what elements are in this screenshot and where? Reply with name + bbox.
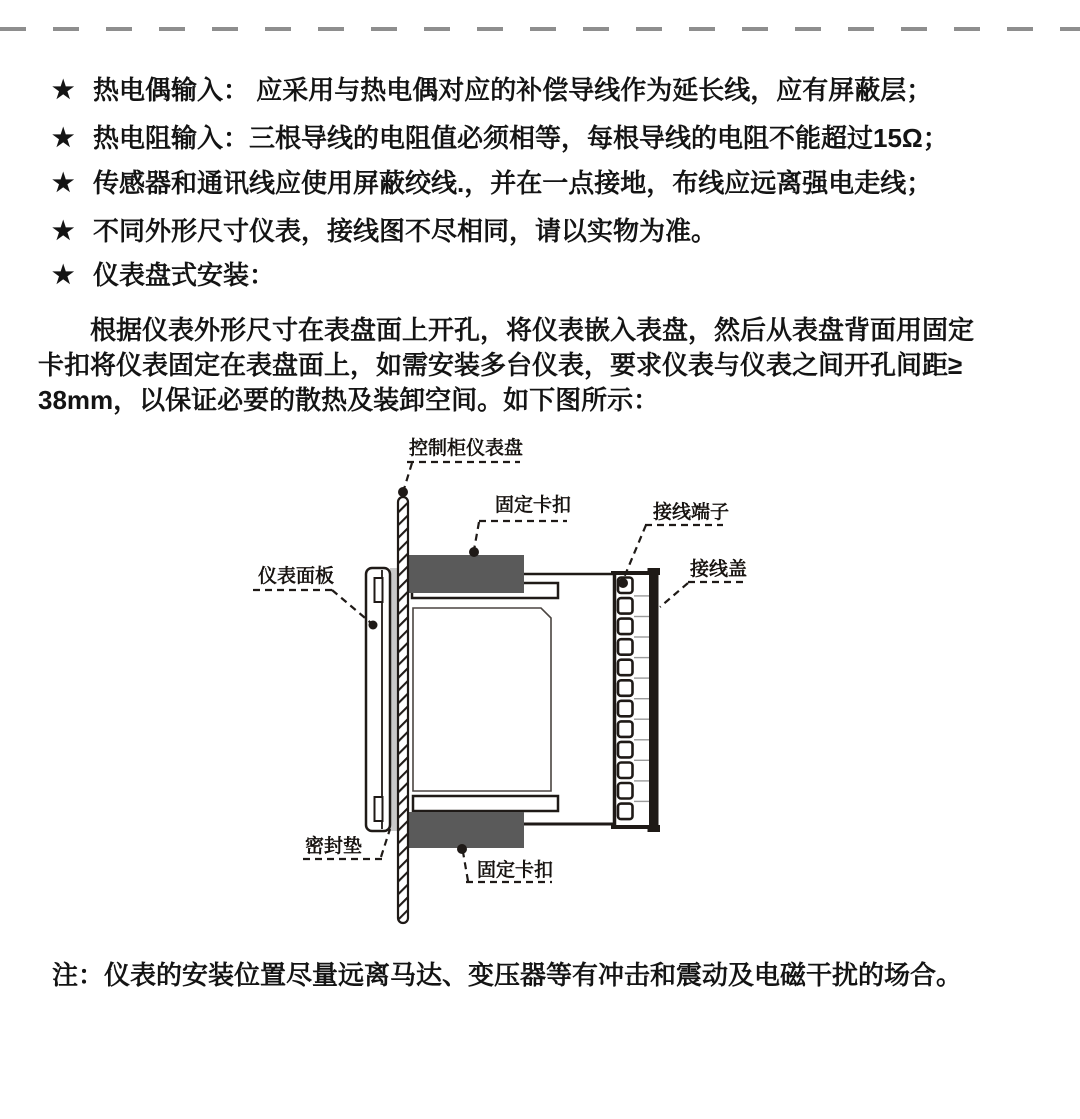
paragraph-line: 根据仪表外形尺寸在表盘面上开孔，将仪表嵌入表盘，然后从表盘背面用固定 — [90, 315, 975, 345]
bullet-text: 不同外形尺寸仪表，接线图不尽相同，请以实物为准。 — [93, 216, 718, 246]
bullet-thermocouple — [52, 75, 932, 105]
top-dashed-separator — [0, 27, 1080, 31]
svg-text:密封垫: 密封垫 — [305, 836, 363, 857]
label-sealing-gasket — [303, 829, 390, 859]
bottom-clip-slot — [413, 796, 558, 811]
svg-text:固定卡扣: 固定卡扣 — [495, 495, 572, 516]
instrument-body — [413, 608, 551, 791]
label-fixing-clip-bottom — [457, 844, 553, 882]
label-cabinet-panel — [398, 436, 523, 497]
terminal-screws — [618, 578, 633, 820]
bullet-text: 传感器和通讯线应使用屏蔽绞线.，并在一点接地，布线应远离强电走线； — [93, 168, 933, 198]
leader-dot — [618, 578, 628, 588]
paragraph-line: 卡扣将仪表固定在表盘面上，如需安装多台仪表，要求仪表与仪表之间开孔间距≥ — [38, 350, 963, 380]
star-icon: ★ — [52, 217, 75, 245]
front-bezel — [366, 568, 390, 831]
terminal-block — [611, 571, 650, 829]
svg-text:接线盖: 接线盖 — [690, 559, 748, 580]
leader-dot — [457, 844, 467, 854]
terminal-dividers — [634, 596, 650, 802]
svg-text:仪表面板: 仪表面板 — [258, 566, 335, 587]
bullet-panel-mount-heading — [52, 260, 275, 290]
leader-dot — [469, 547, 479, 557]
svg-text:控制柜仪表盘: 控制柜仪表盘 — [409, 438, 524, 459]
leader-dot — [398, 487, 408, 497]
star-icon: ★ — [52, 124, 75, 152]
bullet-text: 热电偶输入： 应采用与热电偶对应的补偿导线作为延长线，应有屏蔽层； — [93, 75, 933, 105]
label-terminal-cover — [660, 557, 748, 607]
installation-diagram — [250, 430, 790, 935]
label-fixing-clip-top — [469, 493, 571, 557]
bottom-fixing-clip — [408, 812, 524, 848]
bullet-sensor-wiring — [52, 168, 932, 198]
star-icon: ★ — [52, 261, 75, 289]
star-icon: ★ — [52, 76, 75, 104]
svg-text:接线端子: 接线端子 — [653, 502, 730, 523]
bullet-text: 热电阻输入：三根导线的电阻值必须相等，每根导线的电阻不能超过15Ω； — [93, 123, 949, 153]
bullet-text: 仪表盘式安装： — [93, 260, 276, 290]
installation-paragraph — [38, 313, 1048, 418]
terminal-cover-bar — [648, 568, 661, 832]
leader-dot — [369, 621, 378, 630]
top-fixing-clip — [408, 555, 524, 593]
star-icon: ★ — [52, 169, 75, 197]
svg-text:固定卡扣: 固定卡扣 — [477, 860, 554, 881]
label-instrument-front-panel — [253, 564, 378, 630]
bullet-dimensions — [52, 216, 717, 246]
cabinet-panel-hatch-bar — [398, 497, 408, 923]
installation-note: 注：仪表的安装位置尽量远离马达、变压器等有冲击和震动及电磁干扰的场合。 — [52, 960, 963, 990]
paragraph-line: 38mm，以保证必要的散热及装卸空间。如下图所示： — [38, 385, 660, 415]
bullet-rtd — [52, 123, 949, 153]
